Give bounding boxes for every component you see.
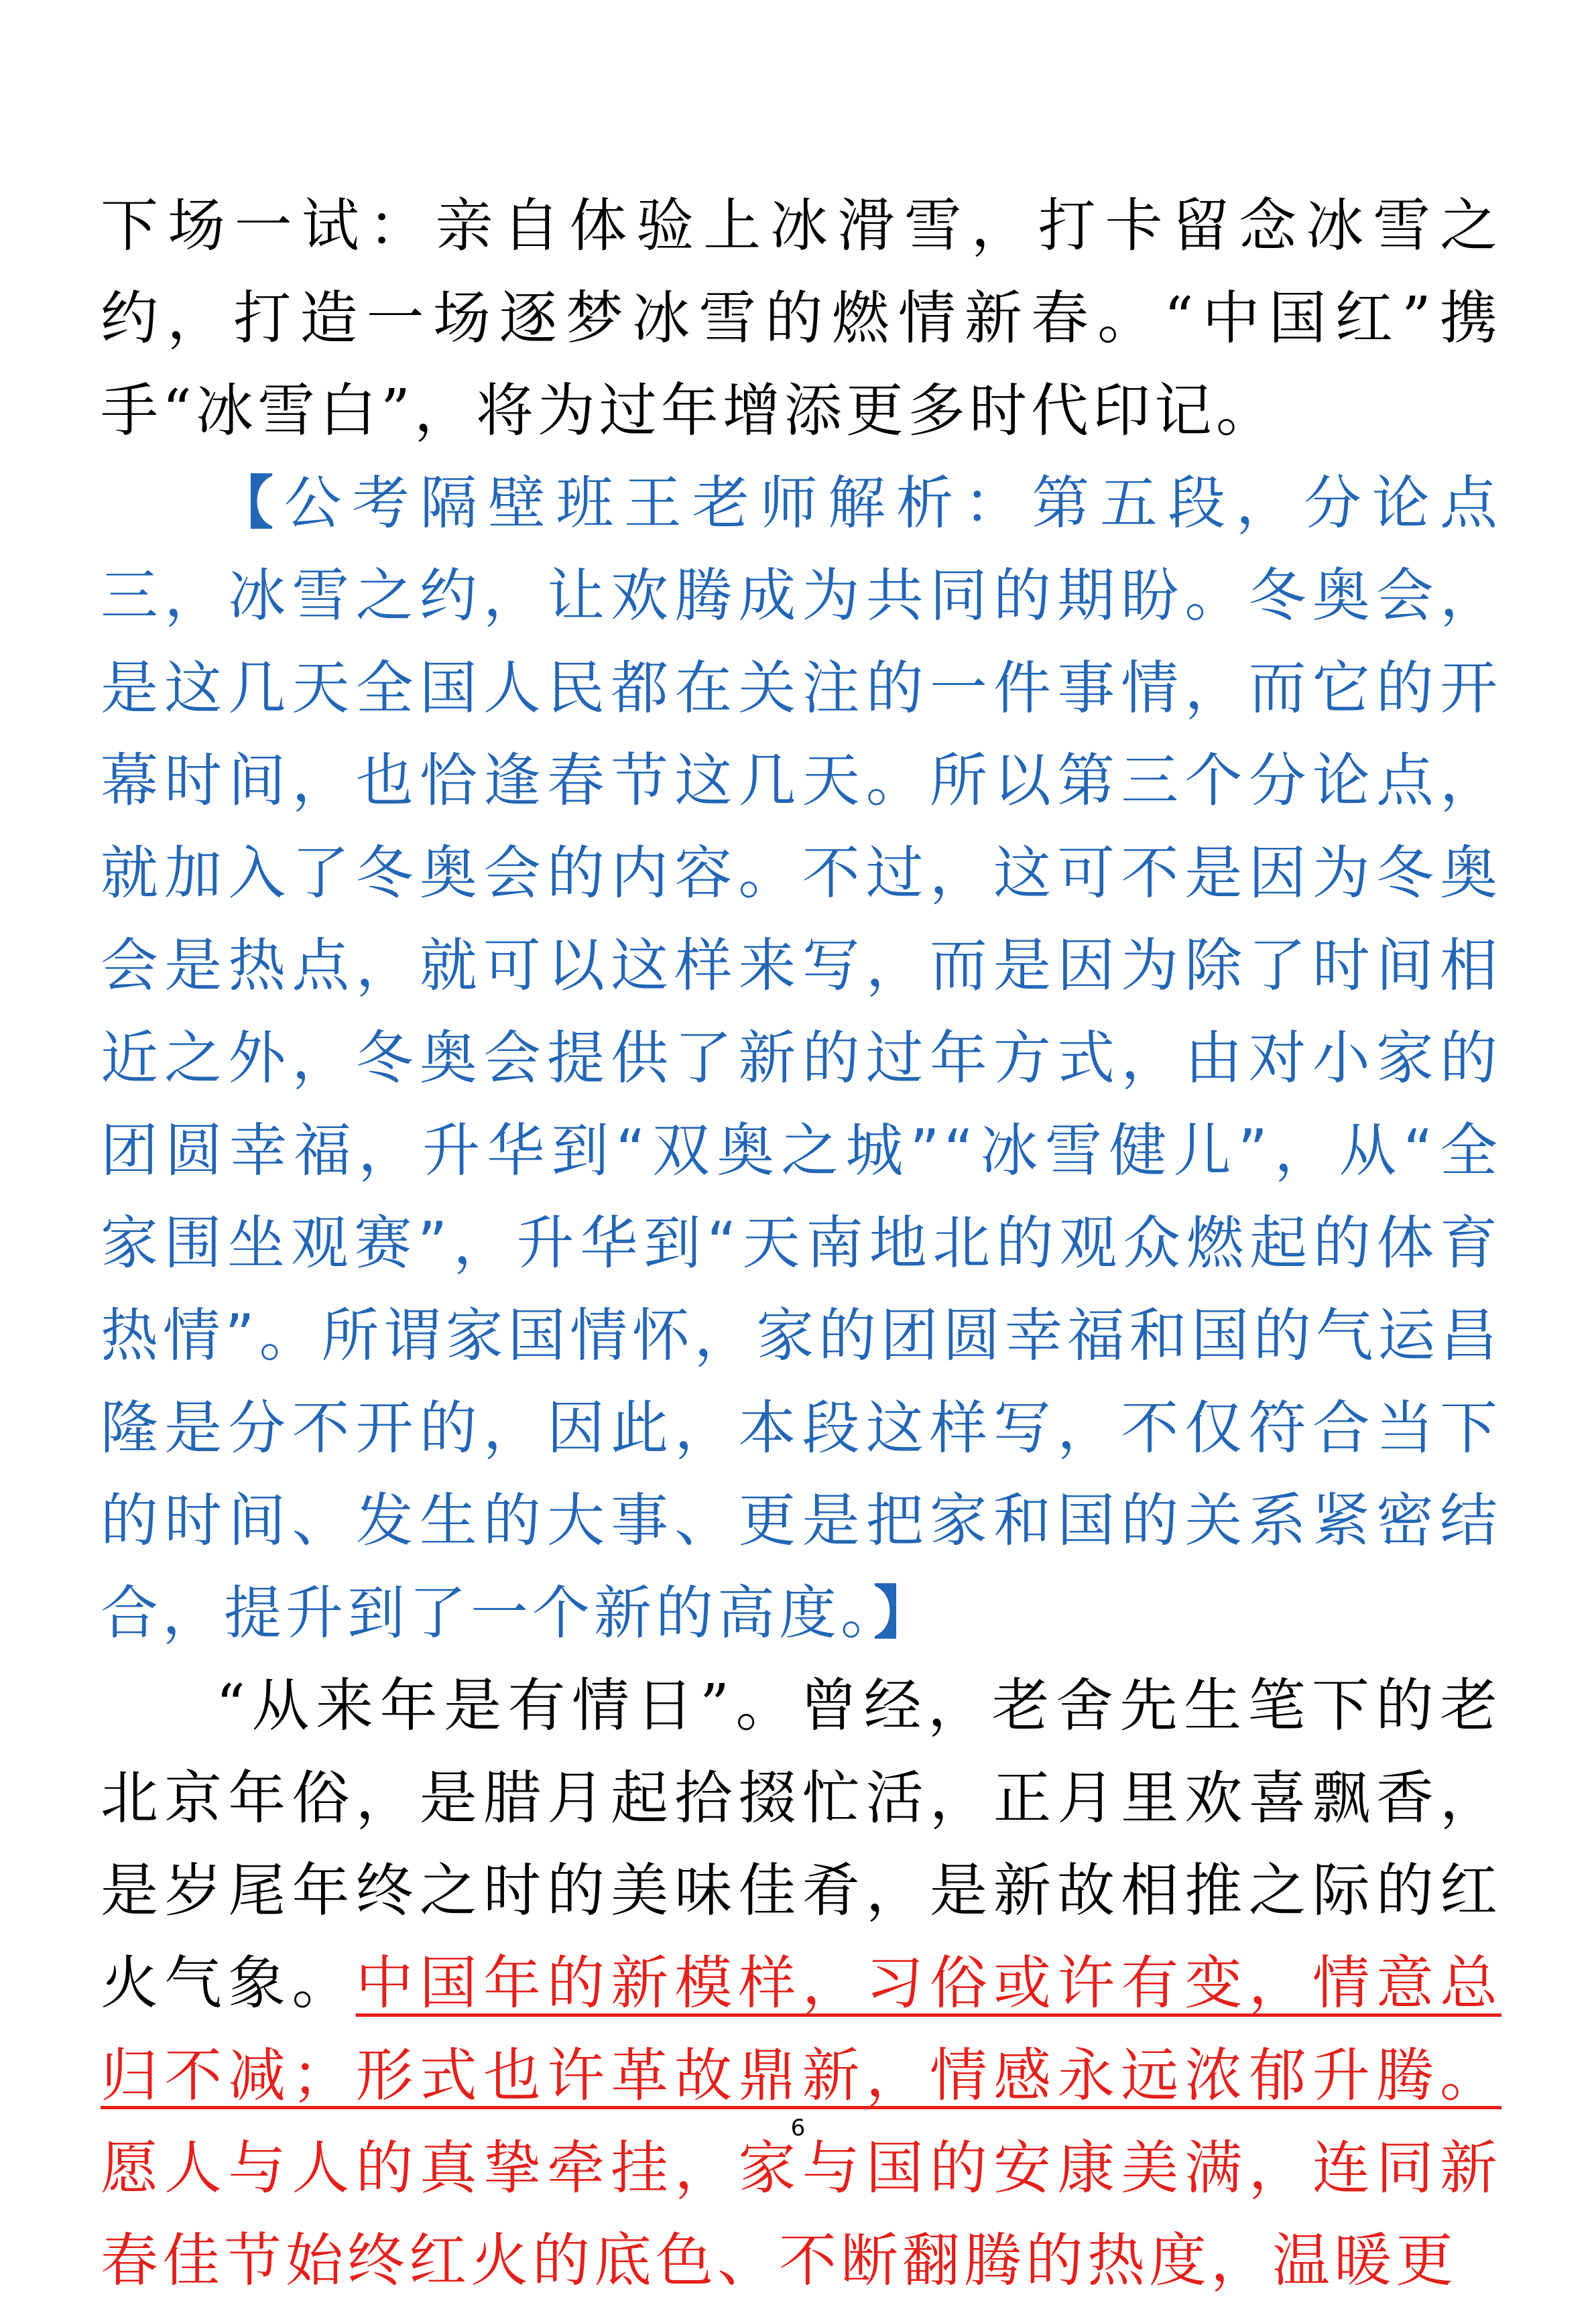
analysis-paragraph <box>101 457 1501 1660</box>
paragraph-text: 下场一试：亲自体验上冰滑雪，打卡留念冰雪之约，打造一场逐梦冰雪的燃情新春。“中国红”携手“冰雪白”，将为过年增添更多时代印记。 <box>101 192 1501 444</box>
page-number: 6 <box>790 2115 806 2141</box>
highlighted-text: 愿人与人的真挚牵挂，家与国的安康美满，连同新春佳节始终红火的底色、不断翻腾的热度，温暖更 <box>101 2135 1501 2294</box>
paragraph-body-1 <box>101 180 1501 457</box>
paragraph-text: “从来年是有情日”。曾经，老舍先生笔下的老北京年俗，是腊月起拾掇忙活，正月里欢喜飘香，是岁尾年终之时的美味佳肴，是新故相推之际的红火气象。 <box>101 1672 1501 2017</box>
highlighted-underlined-text: 中国年的新模样，习俗或许有变，情意总归不减；形式也许革故鼎新，情感永远浓郁升腾。 <box>101 1950 1502 2109</box>
paragraph-body-3 <box>101 1660 1501 2307</box>
close-bracket: 】 <box>873 1580 935 1647</box>
analysis-text: 公考隔壁班王老师解析：第五段，分论点三，冰雪之约，让欢腾成为共同的期盼。冬奥会，是这几天全国人民都在关注的一件事情，而它的开幕时间，也恰逢春节这几天。所以第三个分论点，就加入了冬奥会的内容。不过，这可不是因为冬奥会是热点，就可以这样来写，而是因为除了时间相近之外，冬奥会提供了新的过年方式，由对小家的团圆幸福，升华到“双奥之城”“冰雪健儿”，从“全家围坐观赛”，升华到“天南地北的观众燃起的体育热情”。所谓家国情怀，家的团圆幸福和国的气运昌隆是分不开的，因此，本段这样写，不仅符合当下的时间、发生的大事、更是把家和国的关系紧密结合，提升到了一个新的高度。 <box>101 470 1502 1647</box>
document-page <box>101 180 1501 2307</box>
open-bracket: 【 <box>216 470 284 537</box>
